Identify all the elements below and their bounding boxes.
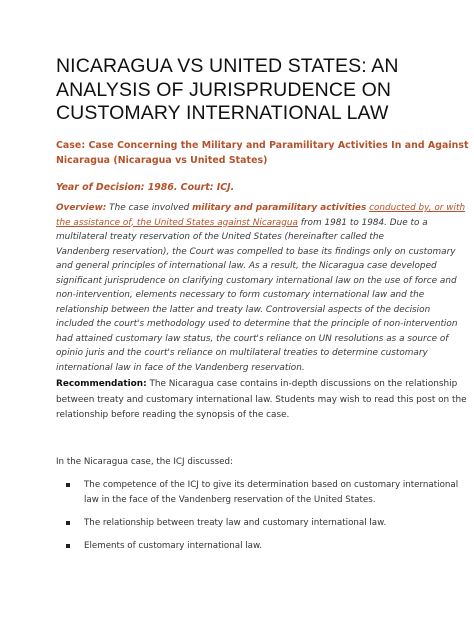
overview-link[interactable]: the assistance of, the United States against Nicaragua: [56, 217, 298, 228]
overview-line: opinio juris and the court's reliance on multilateral treaties to determine customary: [56, 348, 428, 358]
title-line: ANALYSIS OF JURISPRUDENCE ON: [56, 78, 392, 101]
list-item: [56, 539, 436, 554]
list-item: [56, 516, 436, 531]
overview-line: [56, 201, 466, 216]
recommendation-label: Recommendation:: [56, 379, 147, 389]
overview-line: relationship between the latter and treaty law. Controversial aspects of the decision: [56, 304, 431, 315]
list-item-line: The relationship between treaty law and customary international law.: [84, 518, 387, 528]
overview-line: and general principles of international law. As a result, the Nicaragua case developed: [56, 261, 437, 271]
title-line: CUSTOMARY INTERNATIONAL LAW: [56, 102, 389, 124]
overview-label: Overview:: [56, 203, 107, 213]
list-item-line: The competence of the ICJ to give its determination based on customary international: [84, 480, 459, 490]
recommendation-text: The Nicaragua case contains in-depth discussions on the relationship: [146, 379, 458, 389]
overview-line: [56, 216, 428, 231]
case-line: Nicaragua (Nicaragua vs United States): [56, 155, 268, 166]
recommendation-paragraph: [56, 377, 467, 424]
recommendation-line: between treaty and customary international law. Students may wish to read this post on the: [56, 394, 467, 405]
year-of-decision: Year of Decision: 1986. Court: ICJ.: [56, 182, 235, 193]
list-item: [56, 478, 459, 508]
list-intro: In the Nicaragua case, the ICJ discussed:: [56, 457, 233, 467]
overview-line: Vandenberg reservation), the Court was compelled to base its findings only on customary: [56, 246, 456, 257]
overview-paragraph: [56, 201, 466, 375]
title-line: NICARAGUA VS UNITED STATES: AN: [56, 55, 399, 77]
recommendation-line: relationship before reading the synopsis of the case.: [56, 410, 290, 420]
bullet-icon: [66, 544, 70, 548]
overview-text: The case involved: [106, 203, 193, 213]
recommendation-line: [56, 377, 458, 393]
bullet-icon: [66, 521, 70, 525]
list-item-line: law in the face of the Vandenberg reservation of the United States.: [84, 495, 376, 505]
overview-line: had attained customary law status, the court's reliance on UN resolutions as a source of: [56, 333, 449, 344]
overview-line: included the court's methodology used to determine that the principle of non-intervention: [56, 319, 458, 329]
list-item-line: Elements of customary international law.: [84, 541, 263, 551]
overview-line: multilateral treaty reservation of the United States (hereinafter called the: [56, 232, 384, 242]
case-heading: [56, 138, 469, 168]
overview-text: from 1981 to 1984. Due to a: [297, 217, 428, 228]
document-title: [56, 55, 436, 126]
overview-link[interactable]: conducted by, or with: [369, 203, 466, 213]
overview-highlight: military and paramilitary activities: [192, 203, 367, 213]
bullet-icon: [66, 483, 70, 487]
discussion-list: [56, 478, 459, 562]
overview-line: significant jurisprudence on clarifying customary international law on the use of force and: [56, 275, 457, 286]
case-line: Case: Case Concerning the Military and Paramilitary Activities In and Against: [56, 140, 469, 151]
overview-line: non-intervention, elements necessary to form customary international law and the: [56, 290, 425, 300]
overview-line: international law in face of the Vandenberg reservation.: [56, 362, 305, 373]
